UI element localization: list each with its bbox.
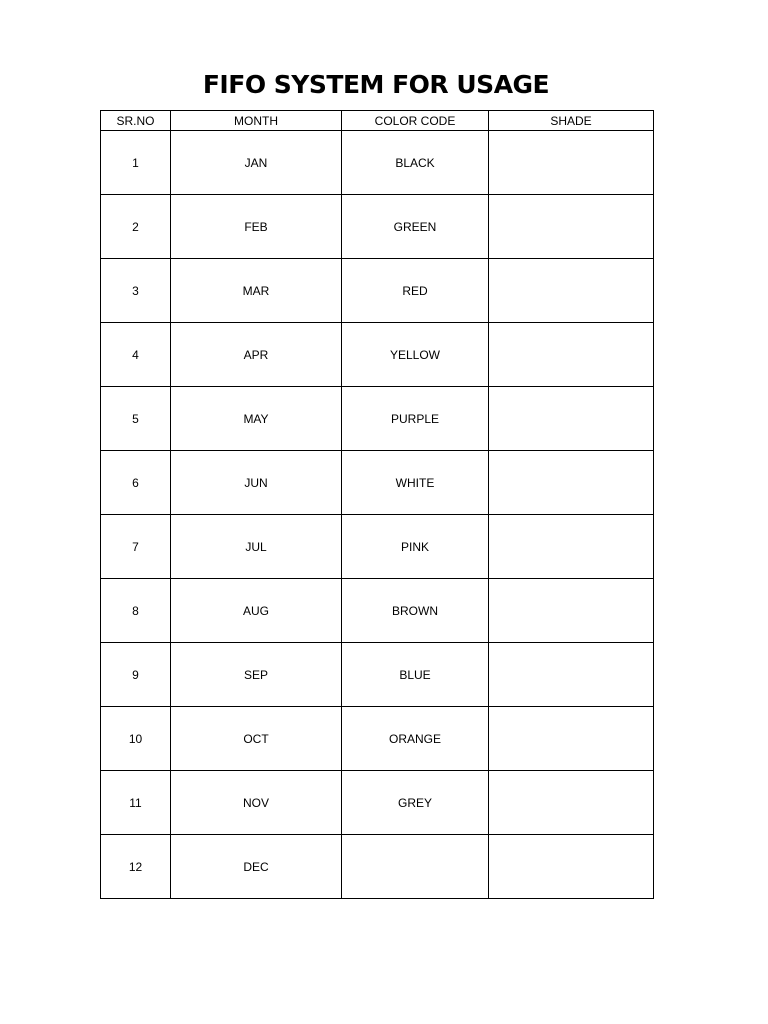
cell-sr-no: 7	[101, 515, 171, 579]
cell-month: SEP	[171, 643, 342, 707]
cell-shade	[489, 579, 654, 643]
cell-color-code: YELLOW	[342, 323, 489, 387]
table-row	[101, 515, 654, 579]
cell-month: FEB	[171, 195, 342, 259]
cell-color-code: PURPLE	[342, 387, 489, 451]
page-title: FIFO SYSTEM FOR USAGE	[202, 70, 550, 99]
cell-color-code	[342, 835, 489, 899]
table-row	[101, 387, 654, 451]
cell-shade	[489, 195, 654, 259]
table-row	[101, 131, 654, 195]
cell-shade	[489, 835, 654, 899]
table-row	[101, 579, 654, 643]
cell-month: DEC	[171, 835, 342, 899]
header-sr-no: SR.NO	[101, 111, 171, 131]
table-row	[101, 323, 654, 387]
header-month: MONTH	[171, 111, 342, 131]
table-row	[101, 707, 654, 771]
cell-shade	[489, 643, 654, 707]
table-row	[101, 195, 654, 259]
table-row	[101, 259, 654, 323]
cell-sr-no: 12	[101, 835, 171, 899]
cell-sr-no: 10	[101, 707, 171, 771]
cell-sr-no: 11	[101, 771, 171, 835]
table-row	[101, 451, 654, 515]
cell-month: JUN	[171, 451, 342, 515]
cell-sr-no: 8	[101, 579, 171, 643]
cell-color-code: WHITE	[342, 451, 489, 515]
cell-color-code: GREEN	[342, 195, 489, 259]
cell-color-code: BLACK	[342, 131, 489, 195]
cell-shade	[489, 707, 654, 771]
cell-shade	[489, 771, 654, 835]
cell-sr-no: 3	[101, 259, 171, 323]
cell-color-code: PINK	[342, 515, 489, 579]
cell-color-code: GREY	[342, 771, 489, 835]
cell-month: NOV	[171, 771, 342, 835]
cell-month: OCT	[171, 707, 342, 771]
cell-sr-no: 5	[101, 387, 171, 451]
cell-color-code: BROWN	[342, 579, 489, 643]
cell-shade	[489, 323, 654, 387]
header-shade: SHADE	[489, 111, 654, 131]
cell-color-code: BLUE	[342, 643, 489, 707]
cell-sr-no: 6	[101, 451, 171, 515]
cell-color-code: ORANGE	[342, 707, 489, 771]
cell-shade	[489, 515, 654, 579]
table-header-row	[101, 111, 654, 131]
cell-shade	[489, 387, 654, 451]
cell-month: MAY	[171, 387, 342, 451]
cell-month: JUL	[171, 515, 342, 579]
cell-sr-no: 2	[101, 195, 171, 259]
cell-month: APR	[171, 323, 342, 387]
cell-month: MAR	[171, 259, 342, 323]
fifo-table	[100, 110, 654, 899]
cell-shade	[489, 451, 654, 515]
header-color-code: COLOR CODE	[342, 111, 489, 131]
table-row	[101, 771, 654, 835]
table-row	[101, 643, 654, 707]
cell-color-code: RED	[342, 259, 489, 323]
cell-sr-no: 1	[101, 131, 171, 195]
table-row	[101, 835, 654, 899]
cell-sr-no: 4	[101, 323, 171, 387]
cell-shade	[489, 131, 654, 195]
cell-month: AUG	[171, 579, 342, 643]
cell-shade	[489, 259, 654, 323]
cell-sr-no: 9	[101, 643, 171, 707]
cell-month: JAN	[171, 131, 342, 195]
